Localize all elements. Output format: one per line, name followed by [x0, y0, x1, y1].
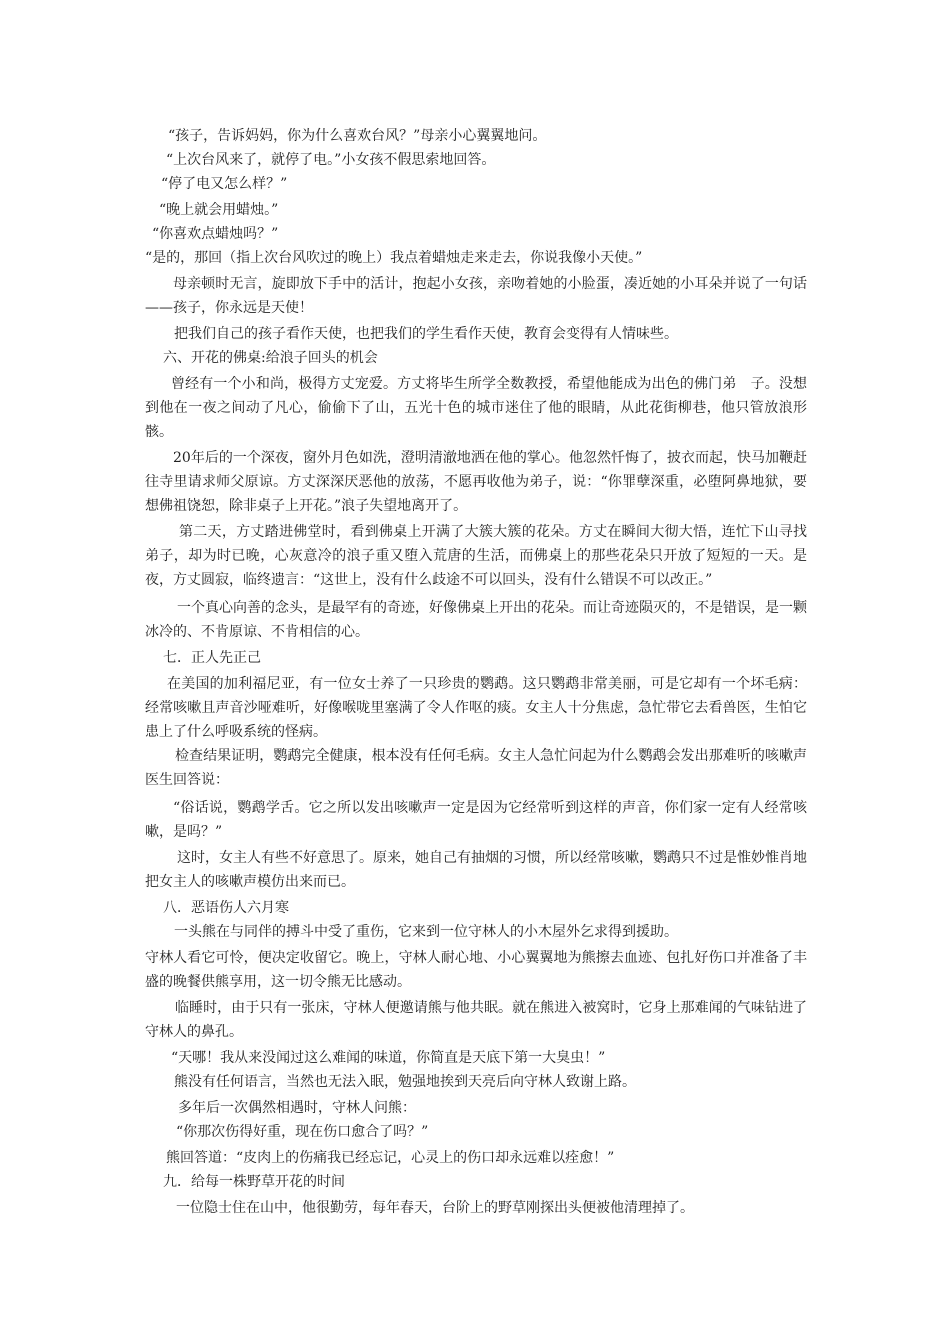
paragraph: 检查结果证明，鹦鹉完全健康，根本没有任何毛病。女主人急忙问起为什么鹦鹉会发出那难听的咳嗽声医生回答说：: [145, 748, 807, 788]
section-heading: 七．正人先正己: [163, 650, 261, 666]
paragraph: 一个真心向善的念头，是最罕有的奇迹，好像佛桌上开出的花朵。而让奇迹陨灭的，不是错误，是一颗冰冷的、不肯原谅、不肯相信的心。: [145, 600, 807, 640]
dialogue-line: 熊回答道：“皮肉上的伤痛我已经忘记，心灵上的伤口却永远难以痊愈！”: [166, 1150, 615, 1166]
paragraph: 多年后一次偶然相遇时，守林人问熊：: [178, 1100, 416, 1116]
paragraph: 在美国的加利福尼亚，有一位女士养了一只珍贵的鹦鹉。这只鹦鹉非常美丽，可是它却有一个坏毛病：经常咳嗽且声音沙哑难听，好像喉咙里塞满了令人作呕的痰。女主人十分焦虑，急忙带它去看兽医，生怕它患上了什么呼吸系统的怪病。: [145, 676, 807, 740]
dialogue-line: “晚上就会用蜡烛。”: [159, 202, 279, 218]
paragraph: 这时，女主人有些不好意思了。原来，她自己有抽烟的习惯，所以经常咳嗽，鹦鹉只不过是惟妙惟肖地把女主人的咳嗽声模仿出来而已。: [145, 850, 807, 890]
paragraph: 20年后的一个深夜，窗外月色如洗，澄明清澈地洒在他的掌心。他忽然忏悔了，披衣而起，快马加鞭赶往寺里请求师父原谅。方丈深深厌恶他的放荡，不愿再收他为弟子，说：“你罪孽深重，必堕阿鼻地狱，要想佛祖饶恕，除非桌子上开花。”浪子失望地离开了。: [145, 450, 807, 514]
section-heading: 六、开花的佛桌:给浪子回头的机会: [163, 350, 378, 366]
paragraph: 把我们自己的孩子看作天使，也把我们的学生看作天使，教育会变得有人情味些。: [174, 326, 678, 342]
section-heading: 九．给每一株野草开花的时间: [163, 1174, 345, 1190]
paragraph: 临睡时，由于只有一张床，守林人便邀请熊与他共眠。就在熊进入被窝时，它身上那难闻的气味钻进了守林人的鼻孔。: [145, 1000, 807, 1040]
dialogue-line: “你那次伤得好重，现在伤口愈合了吗？”: [176, 1124, 429, 1140]
paragraph: 熊没有任何语言，当然也无法入眠，勉强地挨到天亮后向守林人致谢上路。: [174, 1074, 636, 1090]
paragraph: “俗话说，鹦鹉学舌。它之所以发出咳嗽声一定是因为它经常听到这样的声音，你们家一定有人经常咳嗽，是吗？”: [145, 800, 807, 840]
dialogue-line: “天哪！我从来没闻过这么难闻的味道，你简直是天底下第一大臭虫！”: [171, 1050, 606, 1066]
paragraph: 母亲顿时无言，旋即放下手中的活计，抱起小女孩，亲吻着她的小脸蛋，凑近她的小耳朵并说了一句话——孩子，你永远是天使！: [145, 276, 807, 316]
dialogue-line: “是的，那回（指上次台风吹过的晚上）我点着蜡烛走来走去，你说我像小天使。”: [145, 250, 643, 266]
paragraph: 守林人看它可怜，便决定收留它。晚上，守林人耐心地、小心翼翼地为熊擦去血迹、包扎好伤口并准备了丰盛的晚餐供熊享用，这一切令熊无比感动。: [145, 950, 807, 990]
dialogue-line: “你喜欢点蜡烛吗？”: [152, 226, 279, 242]
section-heading: 八．恶语伤人六月寒: [163, 900, 289, 916]
dialogue-line: “停了电又怎么样？”: [161, 176, 288, 192]
dialogue-line: “孩子，告诉妈妈，你为什么喜欢台风？”母亲小心翼翼地问。: [168, 128, 547, 144]
dialogue-line: “上次台风来了，就停了电。”小女孩不假思索地回答。: [166, 152, 496, 168]
paragraph: 第二天，方丈踏进佛堂时，看到佛桌上开满了大簇大簇的花朵。方丈在瞬间大彻大悟，连忙下山寻找弟子，却为时已晚，心灰意冷的浪子重又堕入荒唐的生活，而佛桌上的那些花朵只开放了短短的一天。是夜，方丈圆寂，临终遗言：“这世上，没有什么歧途不可以回头，没有什么错误不可以改正。”: [145, 524, 807, 588]
paragraph: 一头熊在与同伴的搏斗中受了重伤，它来到一位守林人的小木屋外乞求得到援助。: [174, 924, 678, 940]
paragraph: 曾经有一个小和尚，极得方丈宠爱。方丈将毕生所学全数教授，希望他能成为出色的佛门弟 子。没想到他在一夜之间动了凡心，偷偷下了山，五光十色的城市迷住了他的眼睛，从此花街柳巷，他只管放浪形骸。: [145, 376, 807, 440]
paragraph: 一位隐士住在山中，他很勤劳，每年春天，台阶上的野草刚探出头便被他清理掉了。: [176, 1200, 694, 1216]
